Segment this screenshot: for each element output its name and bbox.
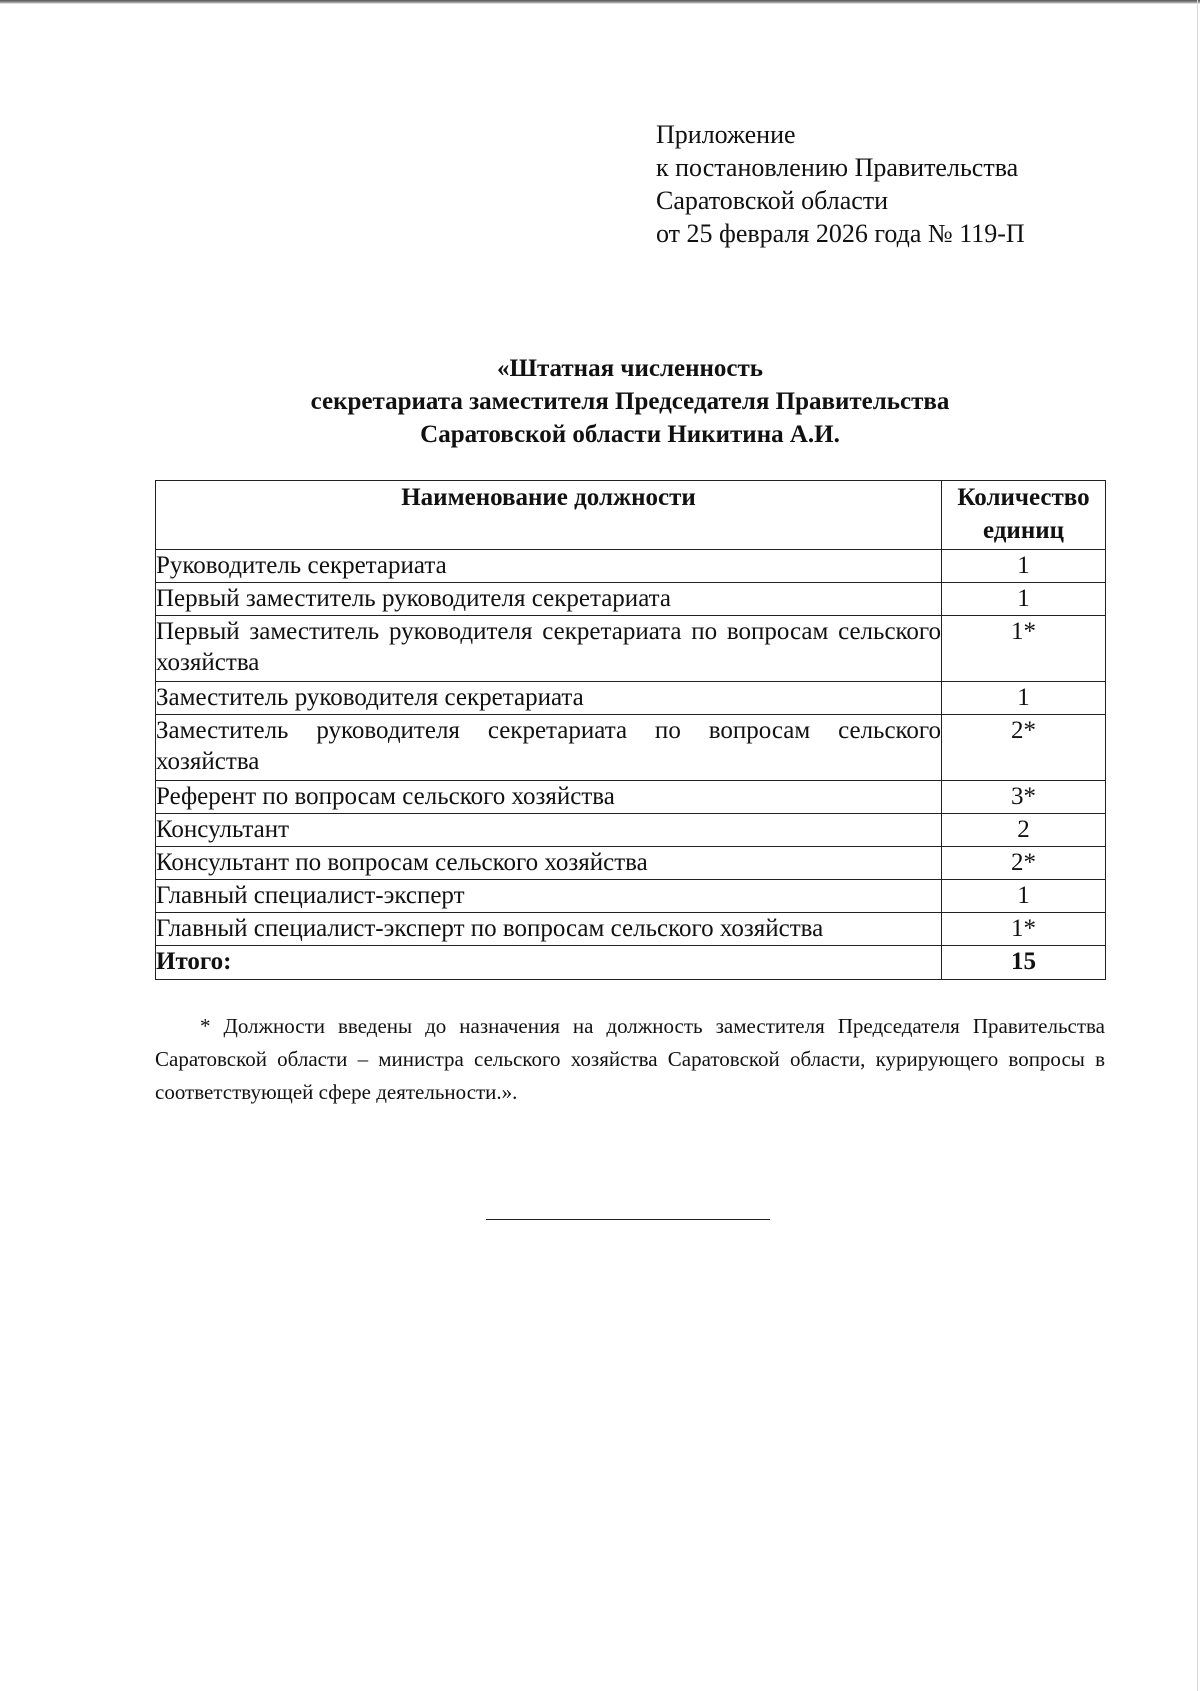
appendix-line-4: от 25 февраля 2026 года № 119-П [656,219,1025,248]
table-row [156,583,1106,616]
scan-edge-right [1197,0,1198,1691]
table-header-row [156,481,1106,550]
title-line-1: «Штатная численность [497,355,763,382]
unit-count: 2* [942,715,1106,781]
table-row [156,814,1106,847]
closing-line [486,1219,770,1220]
table-row [156,880,1106,913]
total-value: 15 [942,946,1106,980]
title-line-2: секретариата заместителя Председателя Правительства [310,388,950,415]
unit-count: 3* [942,781,1106,814]
table-row [156,913,1106,946]
title-line-3: Саратовской области Никитина А.И. [420,421,840,448]
unit-count: 1 [942,880,1106,913]
table-row [156,682,1106,715]
position-name: Референт по вопросам сельского хозяйства [156,781,942,814]
unit-count: 2* [942,847,1106,880]
position-name: Первый заместитель руководителя секретариата [156,583,942,616]
position-name: Заместитель руководителя секретариата по вопросам сельского хозяйства [156,715,942,781]
table-total-row [156,946,1106,980]
appendix-line-2: к постановлению Правительства [656,153,1019,182]
staffing-table [155,480,1106,980]
footnote: * Должности введены до назначения на должность заместителя Председателя Правительства Саратовской области – министра сельского хозяйства Саратовской области, курирующего вопросы в соответствующей сфере деятельности.». [155,1014,1105,1104]
unit-count: 1* [942,616,1106,682]
header-unit-count-line-1: Количество [957,484,1090,511]
table-row [156,847,1106,880]
header-unit-count-line-2: единиц [983,517,1065,544]
position-name: Главный специалист-эксперт по вопросам сельского хозяйства [156,913,942,946]
position-name: Руководитель секретариата [156,550,942,583]
scan-edge-top [0,0,1200,4]
unit-count: 1 [942,583,1106,616]
position-name: Первый заместитель руководителя секретариата по вопросам сельского хозяйства [156,616,942,682]
header-position-name: Наименование должности [156,481,942,550]
table-row [156,616,1106,682]
appendix-block [656,118,1025,250]
unit-count: 2 [942,814,1106,847]
position-name: Главный специалист-эксперт [156,880,942,913]
position-name: Консультант по вопросам сельского хозяйства [156,847,942,880]
appendix-line-1: Приложение [656,120,796,149]
table-row [156,781,1106,814]
table-row [156,550,1106,583]
position-name: Консультант [156,814,942,847]
document-title [155,352,1105,451]
unit-count: 1 [942,682,1106,715]
appendix-line-3: Саратовской области [656,186,889,215]
total-label: Итого: [156,946,942,980]
unit-count: 1* [942,913,1106,946]
table-row [156,715,1106,781]
unit-count: 1 [942,550,1106,583]
header-unit-count [942,481,1106,550]
position-name: Заместитель руководителя секретариата [156,682,942,715]
